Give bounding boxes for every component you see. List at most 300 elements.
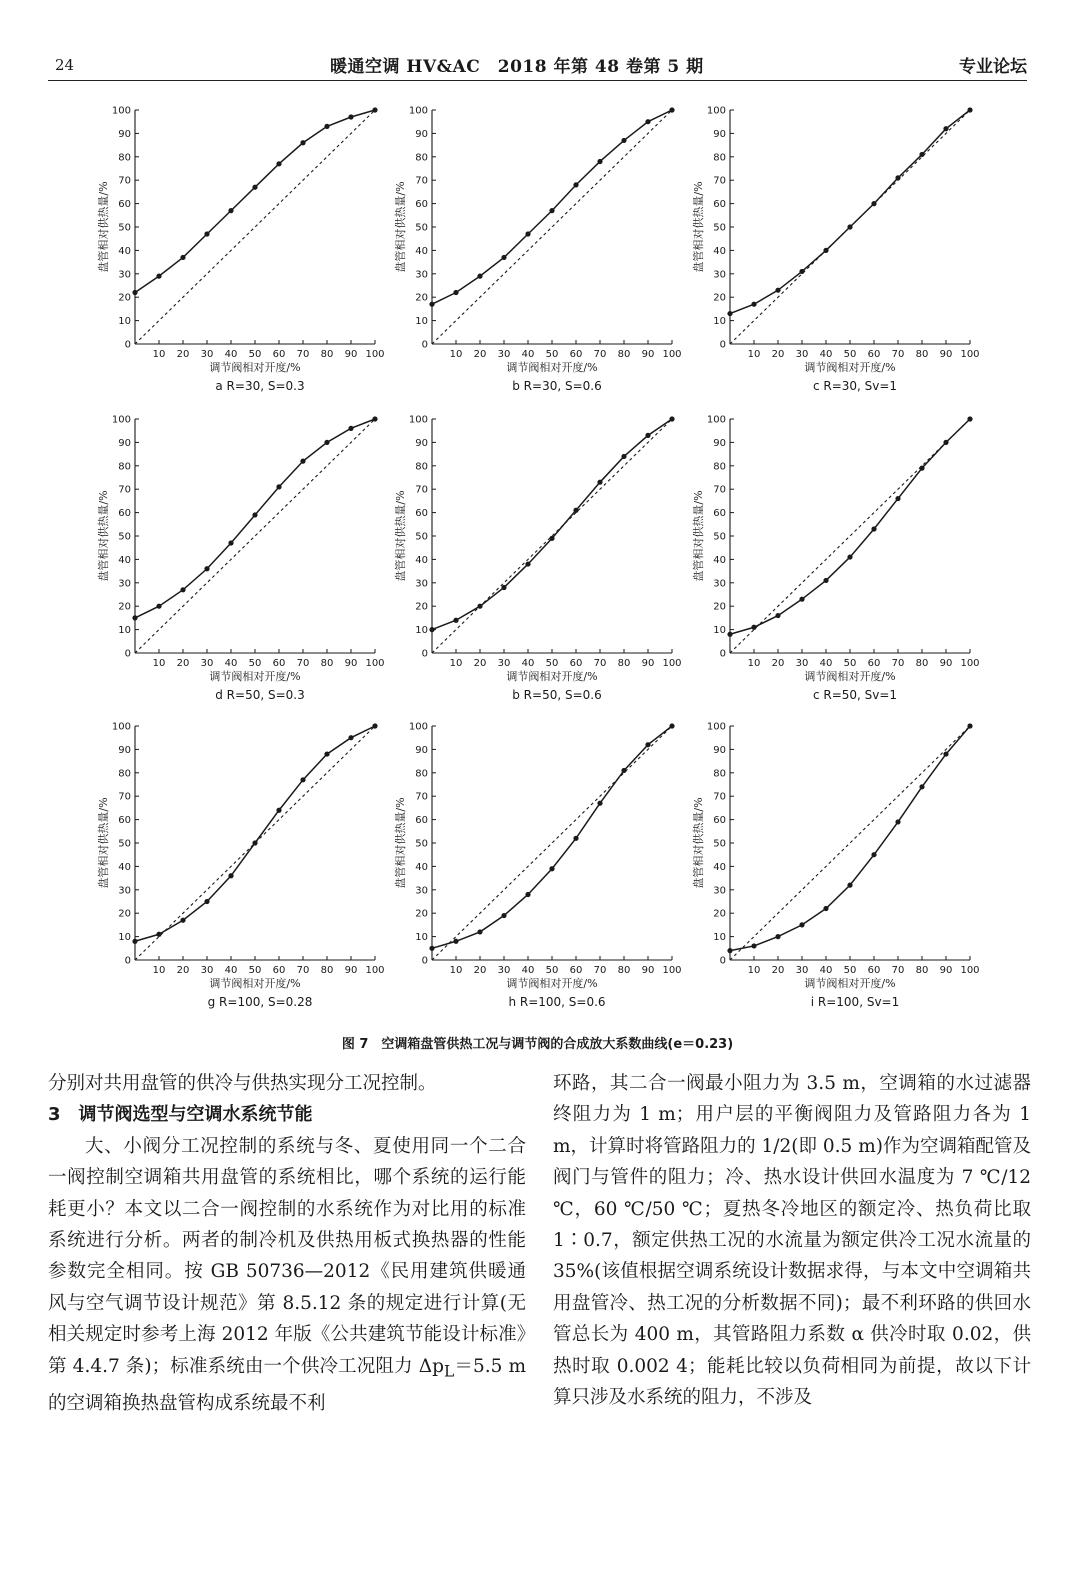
y-tick-label: 70 [415, 175, 428, 187]
y-tick-label: 90 [415, 128, 428, 140]
x-tick-label: 10 [152, 965, 166, 976]
data-point [204, 566, 209, 571]
x-tick-label: 40 [521, 349, 535, 360]
x-tick-label: 30 [497, 965, 511, 976]
reference-line [432, 726, 672, 960]
data-point [252, 840, 257, 845]
y-tick-label: 20 [415, 292, 428, 304]
data-point [252, 185, 257, 190]
y-tick-label: 40 [118, 245, 131, 257]
data-point [324, 440, 329, 445]
data-point [967, 416, 972, 421]
x-axis-label: 调节阀相对开度/% [209, 361, 301, 374]
x-tick-label: 30 [200, 658, 214, 669]
x-tick-label: 70 [296, 658, 310, 669]
page-header [0, 0, 1075, 90]
y-tick-label: 80 [415, 768, 428, 780]
data-point [823, 906, 828, 911]
y-tick-label: 30 [415, 269, 428, 281]
data-point [549, 536, 554, 541]
y-tick-label: 0 [124, 648, 131, 660]
data-point [799, 269, 804, 274]
data-point [180, 918, 185, 923]
y-tick-label: 0 [719, 339, 726, 351]
series-line [432, 419, 672, 630]
y-tick-label: 70 [118, 791, 131, 803]
data-point [775, 613, 780, 618]
y-tick-label: 100 [111, 414, 131, 426]
y-tick-label: 100 [111, 721, 131, 733]
x-tick-label: 20 [771, 965, 785, 976]
data-point [823, 248, 828, 253]
data-point [300, 459, 305, 464]
x-tick-label: 40 [521, 658, 535, 669]
chart-svg [392, 712, 722, 992]
data-point [597, 159, 602, 164]
y-axis-label: 盘管相对供热量/% [692, 181, 705, 273]
y-tick-label: 40 [415, 861, 428, 873]
x-tick-label: 30 [497, 349, 511, 360]
y-tick-label: 30 [713, 578, 726, 590]
y-tick-label: 40 [415, 245, 428, 257]
y-tick-label: 20 [713, 292, 726, 304]
data-point [871, 852, 876, 857]
x-tick-label: 70 [296, 349, 310, 360]
chart-caption: a R=30, S=0.3 [215, 379, 305, 393]
paragraph: 分别对共用盘管的供冷与供热实现分工况控制。 [48, 1073, 437, 1094]
data-point [300, 777, 305, 782]
data-point [597, 801, 602, 806]
chart-caption: c R=30, Sv=1 [812, 379, 898, 393]
section-name: 专业论坛 [959, 57, 1027, 77]
x-tick-label: 100 [365, 658, 385, 669]
chart-svg [690, 96, 1020, 376]
data-point [348, 426, 353, 431]
y-tick-label: 60 [118, 199, 131, 211]
data-point [645, 119, 650, 124]
data-point [180, 255, 185, 260]
x-tick-label: 90 [344, 349, 358, 360]
chart-caption: h R=100, S=0.6 [508, 995, 606, 1009]
data-point [156, 604, 161, 609]
y-tick-label: 10 [118, 932, 131, 944]
y-tick-label: 60 [118, 815, 131, 827]
x-tick-label: 60 [272, 965, 286, 976]
y-tick-label: 50 [713, 838, 726, 850]
y-tick-label: 60 [415, 815, 428, 827]
x-tick-label: 70 [296, 965, 310, 976]
x-tick-label: 50 [248, 658, 262, 669]
data-point [453, 290, 458, 295]
data-point [348, 735, 353, 740]
series-line [135, 726, 375, 941]
y-tick-label: 90 [713, 744, 726, 756]
data-point [324, 124, 329, 129]
reference-line [135, 110, 375, 344]
y-tick-label: 40 [118, 861, 131, 873]
data-point [669, 416, 674, 421]
y-tick-label: 100 [706, 414, 726, 426]
data-point [477, 929, 482, 934]
chart-caption: g R=100, S=0.28 [207, 995, 313, 1009]
x-tick-label: 40 [224, 965, 238, 976]
y-tick-label: 30 [415, 578, 428, 590]
data-point [228, 208, 233, 213]
y-tick-label: 80 [713, 768, 726, 780]
y-tick-label: 20 [118, 292, 131, 304]
y-tick-label: 80 [713, 152, 726, 164]
x-tick-label: 20 [771, 349, 785, 360]
y-tick-label: 60 [415, 199, 428, 211]
data-point [477, 274, 482, 279]
x-tick-label: 70 [593, 965, 607, 976]
reference-line [730, 419, 970, 653]
x-tick-label: 50 [545, 965, 559, 976]
data-point [669, 723, 674, 728]
y-tick-label: 100 [408, 414, 428, 426]
x-tick-label: 100 [960, 349, 980, 360]
data-point [525, 231, 530, 236]
y-tick-label: 20 [415, 908, 428, 920]
data-point [372, 107, 377, 112]
series-line [730, 726, 970, 951]
x-tick-label: 30 [497, 658, 511, 669]
chart-caption: b R=50, S=0.6 [512, 688, 602, 702]
y-tick-label: 70 [118, 484, 131, 496]
x-tick-label: 10 [747, 965, 761, 976]
x-axis-label: 调节阀相对开度/% [506, 670, 598, 683]
x-tick-label: 10 [747, 349, 761, 360]
x-tick-label: 100 [960, 965, 980, 976]
y-axis-label: 盘管相对供热量/% [394, 490, 407, 582]
x-tick-label: 90 [939, 965, 953, 976]
x-tick-label: 20 [771, 658, 785, 669]
y-tick-label: 60 [713, 199, 726, 211]
y-tick-label: 60 [415, 508, 428, 520]
data-point [573, 182, 578, 187]
chart-panel-5 [392, 405, 722, 715]
x-tick-label: 80 [617, 965, 631, 976]
y-tick-label: 70 [713, 175, 726, 187]
data-point [967, 107, 972, 112]
data-point [252, 512, 257, 517]
y-tick-label: 30 [118, 269, 131, 281]
y-tick-label: 30 [713, 885, 726, 897]
chart-panel-3 [690, 96, 1020, 406]
data-point [549, 208, 554, 213]
y-axis-label: 盘管相对供热量/% [97, 490, 110, 582]
y-axis-label: 盘管相对供热量/% [97, 181, 110, 273]
x-tick-label: 50 [843, 965, 857, 976]
y-tick-label: 20 [415, 601, 428, 613]
y-tick-label: 50 [118, 838, 131, 850]
y-tick-label: 90 [118, 128, 131, 140]
y-tick-label: 0 [124, 955, 131, 967]
data-point [967, 723, 972, 728]
y-axis-label: 盘管相对供热量/% [394, 181, 407, 273]
x-tick-label: 80 [320, 965, 334, 976]
data-point [775, 934, 780, 939]
y-tick-label: 100 [706, 105, 726, 117]
chart-caption: c R=50, Sv=1 [812, 688, 898, 702]
data-point [847, 554, 852, 559]
data-point [204, 231, 209, 236]
data-point [228, 540, 233, 545]
y-tick-label: 20 [713, 908, 726, 920]
data-point [621, 138, 626, 143]
y-tick-label: 30 [118, 578, 131, 590]
chart-panel-1 [95, 96, 425, 406]
data-point [573, 836, 578, 841]
page-number: 24 [55, 56, 75, 74]
data-point [156, 274, 161, 279]
data-point [621, 768, 626, 773]
x-tick-label: 40 [819, 658, 833, 669]
data-point [276, 161, 281, 166]
data-point [645, 433, 650, 438]
y-tick-label: 70 [118, 175, 131, 187]
data-point [919, 466, 924, 471]
series-line [730, 110, 970, 314]
y-tick-label: 80 [415, 461, 428, 473]
data-point [799, 922, 804, 927]
x-axis-label: 调节阀相对开度/% [804, 361, 896, 374]
y-tick-label: 50 [415, 531, 428, 543]
journal-title: 暖通空调 HV&AC 2018 年第 48 卷第 5 期 [330, 57, 704, 77]
data-point [429, 946, 434, 951]
y-tick-label: 0 [124, 339, 131, 351]
data-point [204, 899, 209, 904]
data-point [276, 484, 281, 489]
x-tick-label: 100 [365, 965, 385, 976]
data-point [669, 107, 674, 112]
x-tick-label: 30 [795, 349, 809, 360]
x-axis-label: 调节阀相对开度/% [506, 977, 598, 990]
y-tick-label: 0 [421, 648, 428, 660]
y-tick-label: 80 [118, 768, 131, 780]
x-tick-label: 90 [641, 965, 655, 976]
data-point [895, 819, 900, 824]
data-point [895, 175, 900, 180]
x-tick-label: 70 [593, 349, 607, 360]
y-axis-label: 盘管相对供热量/% [394, 797, 407, 889]
series-line [135, 419, 375, 618]
x-tick-label: 20 [176, 349, 190, 360]
body-column-right [553, 1068, 1031, 1413]
data-point [477, 604, 482, 609]
figure-caption: 图 7 空调箱盘管供热工况与调节阀的合成放大系数曲线(e＝0.23) [341, 1037, 734, 1052]
chart-caption: b R=30, S=0.6 [512, 379, 602, 393]
paragraph: 环路，其二合一阀最小阻力为 3.5 m，空调箱的水过滤器终阻力为 1 m；用户层的平衡阀阻力及管路阻力各为 1 m，计算时将管路阻力的 1/2(即 0.5 m)作为空调箱配管及阀门与管件的阻力；冷、热水设计供回水温度为 7 ℃/12 ℃，60 ℃/50 ℃；夏热冬冷地区的额定冷、热负荷比取 1∶0.7，额定供热工况的水流量为额定供冷工况水流量的 35%(该值根据空调系统设计数据求得，与本文中空调箱共用盘管冷、热工况的分析数据不同)；最不利环路的供回水管总长为 400 m，其管路阻力系数 α 供冷时取 0.02，供热时取 0.002 4；能耗比较以负荷相同为前提，故以下计算只涉及水系统的阻力，不涉及 [553, 1073, 1031, 1409]
data-point [156, 932, 161, 937]
y-tick-label: 80 [713, 461, 726, 473]
x-tick-label: 70 [891, 349, 905, 360]
section-heading: 3 调节阀选型与空调水系统节能 [48, 1104, 313, 1126]
reference-line [135, 419, 375, 653]
y-tick-label: 30 [415, 885, 428, 897]
y-tick-label: 70 [713, 791, 726, 803]
y-tick-label: 20 [118, 908, 131, 920]
data-point [621, 454, 626, 459]
data-point [132, 615, 137, 620]
chart-panel-7 [95, 712, 425, 1022]
x-tick-label: 60 [569, 658, 583, 669]
data-point [727, 311, 732, 316]
x-tick-label: 60 [867, 965, 881, 976]
data-point [453, 618, 458, 623]
y-tick-label: 50 [713, 222, 726, 234]
x-tick-label: 80 [320, 349, 334, 360]
x-axis-label: 调节阀相对开度/% [804, 977, 896, 990]
y-tick-label: 50 [415, 838, 428, 850]
x-tick-label: 90 [344, 658, 358, 669]
x-axis-label: 调节阀相对开度/% [209, 977, 301, 990]
y-tick-label: 100 [111, 105, 131, 117]
header-rule [48, 80, 1027, 81]
y-axis-label: 盘管相对供热量/% [692, 797, 705, 889]
data-point [300, 140, 305, 145]
x-tick-label: 80 [617, 658, 631, 669]
x-tick-label: 10 [449, 658, 463, 669]
x-tick-label: 60 [569, 349, 583, 360]
y-tick-label: 10 [713, 932, 726, 944]
x-tick-label: 100 [365, 349, 385, 360]
data-point [799, 597, 804, 602]
chart-panel-8 [392, 712, 722, 1022]
y-tick-label: 70 [415, 484, 428, 496]
x-tick-label: 50 [843, 658, 857, 669]
x-tick-label: 80 [320, 658, 334, 669]
data-point [943, 440, 948, 445]
x-tick-label: 10 [152, 349, 166, 360]
x-tick-label: 60 [272, 349, 286, 360]
data-point [453, 939, 458, 944]
x-tick-label: 10 [747, 658, 761, 669]
y-tick-label: 10 [415, 932, 428, 944]
y-tick-label: 0 [719, 648, 726, 660]
y-tick-label: 90 [713, 128, 726, 140]
x-tick-label: 50 [248, 965, 262, 976]
y-tick-label: 10 [713, 625, 726, 637]
data-point [823, 578, 828, 583]
x-tick-label: 30 [795, 965, 809, 976]
x-axis-label: 调节阀相对开度/% [804, 670, 896, 683]
data-point [429, 302, 434, 307]
x-tick-label: 90 [939, 349, 953, 360]
y-tick-label: 90 [118, 437, 131, 449]
y-tick-label: 10 [415, 625, 428, 637]
data-point [573, 508, 578, 513]
chart-caption: i R=100, Sv=1 [810, 995, 900, 1009]
chart-svg [392, 405, 722, 685]
y-tick-label: 90 [118, 744, 131, 756]
y-tick-label: 10 [118, 625, 131, 637]
data-point [180, 587, 185, 592]
data-point [549, 866, 554, 871]
y-tick-label: 90 [415, 744, 428, 756]
y-tick-label: 40 [415, 554, 428, 566]
data-point [372, 723, 377, 728]
chart-svg [690, 712, 1020, 992]
x-tick-label: 100 [662, 658, 682, 669]
data-point [943, 751, 948, 756]
x-tick-label: 50 [843, 349, 857, 360]
x-axis-label: 调节阀相对开度/% [506, 361, 598, 374]
x-tick-label: 80 [915, 965, 929, 976]
y-tick-label: 80 [118, 461, 131, 473]
y-tick-label: 40 [713, 245, 726, 257]
data-point [276, 808, 281, 813]
y-tick-label: 10 [118, 316, 131, 328]
data-point [132, 939, 137, 944]
y-tick-label: 50 [118, 222, 131, 234]
y-tick-label: 80 [415, 152, 428, 164]
data-point [501, 585, 506, 590]
data-point [372, 416, 377, 421]
reference-line [432, 110, 672, 344]
data-point [501, 255, 506, 260]
y-tick-label: 10 [415, 316, 428, 328]
series-line [432, 110, 672, 304]
chart-panel-4 [95, 405, 425, 715]
x-tick-label: 40 [224, 658, 238, 669]
y-tick-label: 40 [713, 861, 726, 873]
y-tick-label: 20 [713, 601, 726, 613]
y-tick-label: 40 [118, 554, 131, 566]
paragraph: 大、小阀分工况控制的系统与冬、夏使用同一个二合一阀控制空调箱共用盘管的系统相比，哪个系统的运行能耗更小？本文以二合一阀控制的水系统作为对比用的标准系统进行分析。两者的制冷机及供热用板式换热器的性能参数完全相同。按 GB 50736—2012《民用建筑供暖通风与空气调节设计规范》第 8.5.12 条的规定进行计算(无相关规定时参考上海 2012 年版《公共建筑节能设计标准》第 4.4.7 条)；标准系统由一个供冷工况阻力 $\Delta p_L=5.5$ m 的空调箱换热盘管构成系统最不利 [48, 1135, 526, 1414]
y-tick-label: 0 [421, 955, 428, 967]
y-tick-label: 0 [421, 339, 428, 351]
x-tick-label: 50 [545, 658, 559, 669]
x-tick-label: 90 [641, 658, 655, 669]
y-axis-label: 盘管相对供热量/% [97, 797, 110, 889]
x-tick-label: 20 [176, 965, 190, 976]
y-tick-label: 50 [415, 222, 428, 234]
data-point [871, 526, 876, 531]
x-tick-label: 100 [662, 349, 682, 360]
y-axis-label: 盘管相对供热量/% [692, 490, 705, 582]
data-point [525, 892, 530, 897]
x-tick-label: 90 [344, 965, 358, 976]
series-line [135, 110, 375, 293]
x-tick-label: 40 [521, 965, 535, 976]
data-point [919, 784, 924, 789]
x-tick-label: 20 [176, 658, 190, 669]
data-point [919, 152, 924, 157]
x-tick-label: 30 [200, 965, 214, 976]
series-line [432, 726, 672, 948]
data-point [751, 625, 756, 630]
series-line [730, 419, 970, 634]
x-tick-label: 10 [449, 965, 463, 976]
x-tick-label: 50 [248, 349, 262, 360]
data-point [871, 201, 876, 206]
x-tick-label: 40 [819, 965, 833, 976]
data-point [645, 742, 650, 747]
x-tick-label: 60 [867, 658, 881, 669]
data-point [597, 480, 602, 485]
y-tick-label: 90 [713, 437, 726, 449]
y-tick-label: 60 [118, 508, 131, 520]
x-tick-label: 80 [915, 349, 929, 360]
y-tick-label: 30 [713, 269, 726, 281]
y-tick-label: 20 [118, 601, 131, 613]
data-point [775, 288, 780, 293]
chart-svg [95, 712, 425, 992]
y-tick-label: 50 [118, 531, 131, 543]
body-column-left [48, 1068, 526, 1419]
data-point [751, 943, 756, 948]
